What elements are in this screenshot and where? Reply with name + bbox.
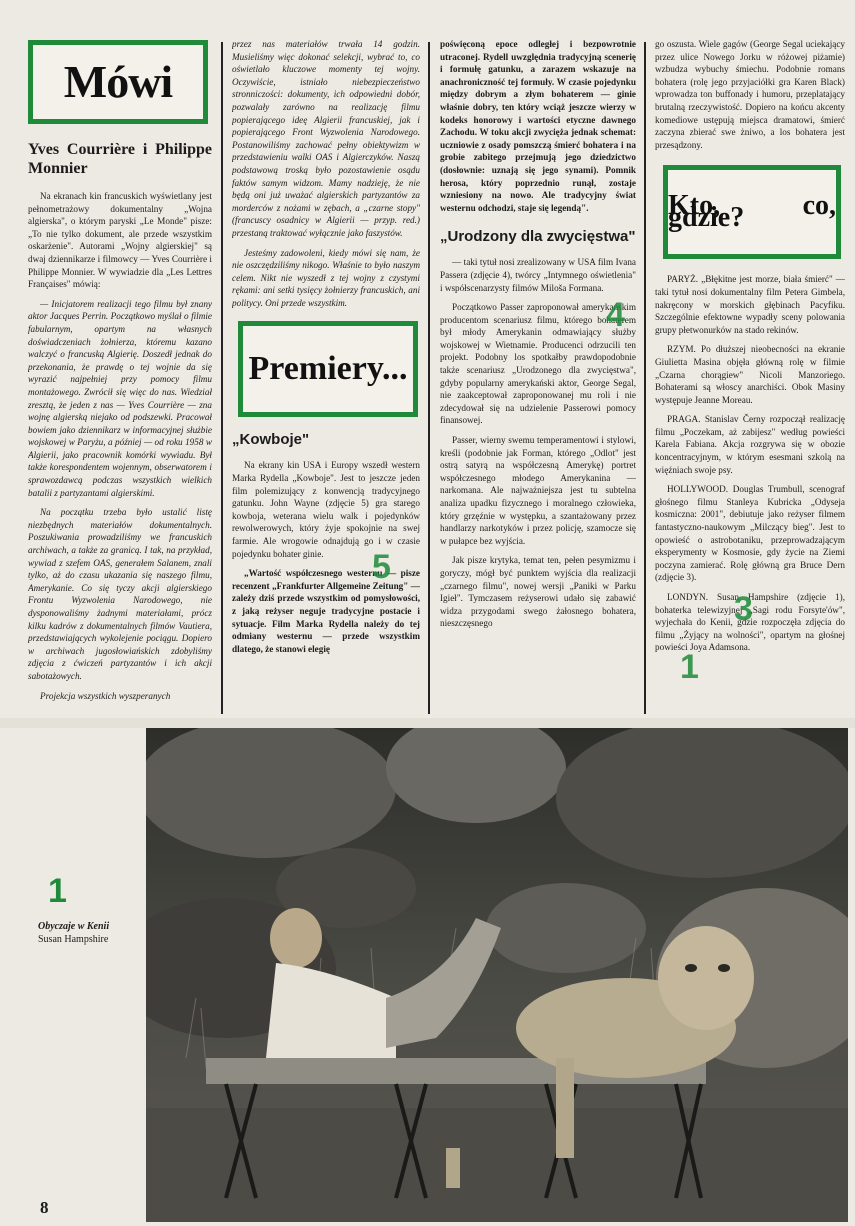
column-divider bbox=[428, 42, 430, 714]
news-item: PRAGA. Stanislav Černy rozpoczął realizację filmu „Poczekam, aż zabijesz" według powieści Karela Fabiana. Akcja rozgrywa się w obozie koncentracyjnym, w którym esesmani szkolą na więźniach swoje psy. bbox=[655, 414, 845, 475]
premiery-heading-box bbox=[238, 321, 418, 417]
news-item: RZYM. Po dłuższej nieobecności na ekranie Giulietta Masina objęła główną rolę w filmie „Czarna chorągiew" Nicoli Manzoriego. Bohaterami są włoscy anarchiści. Obok Masiny występuje Jeanne Moreau. bbox=[655, 344, 845, 405]
article-paragraph: — taki tytuł nosi zrealizowany w USA film Ivana Passera (zdjęcie 4), twórcy „Intymnego oświetlenia" i współscenarzysty filmów Miloša Formana. bbox=[440, 257, 636, 293]
premiery-heading: Premiery... bbox=[248, 350, 408, 388]
mowi-heading-box bbox=[28, 40, 208, 124]
film-title-kowboje: „Kowboje" bbox=[232, 431, 310, 449]
kto-co-gdzie-heading-box bbox=[663, 165, 841, 259]
photo-caption bbox=[38, 920, 138, 946]
photo-number: 1 bbox=[48, 872, 67, 910]
photo-ref-number: 4 bbox=[606, 296, 625, 334]
news-item: LONDYN. Susan Hampshire (zdjęcie 1), bohaterka telewizyjnej „Sagi rodu Forsyte'ów", wyjechała do Kenii, gdzie rozpoczęła zdjęcia do filmu „Żyjący na wolności", opartym na głośnej powieści Joya Adamsona. bbox=[655, 592, 845, 653]
news-item: HOLLYWOOD. Douglas Trumbull, scenograf głośnego filmu Stanleya Kubricka „Odyseja kosmiczna: 2001", debiutuje jako reżyser filmem fantastyczno-naukowym „Milczący bieg". Jest to opowieść o astrobotaniku, przeprowadzającym eksperymenty w Kosmosie, gdy życie na Ziemi poczyna zamierać. Rolę główną gra Bruce Dern (zdjęcie 3). bbox=[655, 484, 845, 583]
article-paragraph: poświęconą epoce odległej i bezpowrotnie utraconej. Rydell uwzględnia tradycyjną scenerię i formułę gatunku, a zarazem wskazuje na anachroniczność tej formuły. W czasie pojedynku między dobrym a złym bohaterem — ginie właśnie dobry, ten który wciąż jeszcze wierzy w kodeks honorowy i wartości etyczne dawnego Zachodu. W toku akcji zwycięża jednak schemat: uczniowie z osady pomszczą śmierć bohatera i na grobie zabitego przejmują jego dziedzictwo (dosłownie: uznają się jego synami). Pomnik herosa, który poprzednio runął, zostaje wzniesiony na nowo. Ale tradycyjny świat westernu odchodzi, staje się legendą". bbox=[440, 39, 636, 213]
kto-co-gdzie-heading: Kto, co, gdzie? bbox=[668, 189, 836, 234]
column-1 bbox=[28, 38, 212, 718]
article-paragraph: Jak pisze krytyka, temat ten, pełen pesymizmu i goryczy, mógł być punktem wyjścia dla realizacji „czarnego filmu", nowej wersji „Paniki w Parku Igieł". Tymczasem reżyserowi udało się zabawić widza przygodami swego żałosnego bohatera, nieszczęsnego bbox=[440, 555, 636, 629]
interview-paragraph: — Inicjatorem realizacji tego filmu był znany aktor Jacques Perrin. Początkowo myślał o filmie fabularnym, opartym na własnych doświadczeniach żołnierza, któremu kazano walczyć o francuską Algierię. Doszedł jednak do przekonania, że prawdę o tej wojnie da się wyrazić najpełniej przy pomocy filmu montażowego. Zwrócił się więc do nas. Wiedział zresztą, że jeden z nas — Yves Courrière — zna wojnę algierską niejako od podszewki. Pracował bowiem jako dziennikarz w informacyjnej służbie wojskowej w Paryżu, a później — od roku 1958 w Algierii, jako pracownik komórki wywiadu. Był także korespondentem wojennym, obserwatorem i sprawozdawcą podczas wszystkich wielkich batalii z partyzantami algierskimi. bbox=[28, 298, 212, 498]
photo-ref-number: 5 bbox=[372, 548, 391, 586]
column-divider bbox=[221, 42, 223, 714]
interview-paragraph: Projekcja wszystkich wyszperanych bbox=[40, 690, 171, 701]
photo-susan-hampshire-lion bbox=[146, 728, 848, 1222]
interview-paragraph: Jesteśmy zadowoleni, kiedy mówi się nam, że nie oszczędziliśmy nikogo. Właśnie to było naszym celem. Nikt nie wyszedł z tej wojny z czystymi rękami: ani setki tysięcy żołnierzy francuskich, ani politycy. Oni przede wszystkim. bbox=[232, 247, 420, 308]
caption-title: Obyczaje w Kenii bbox=[38, 921, 110, 932]
column-divider bbox=[644, 42, 646, 714]
intro-paragraph: Na ekranach kin francuskich wyświetlany jest pełnometrażowy dokumentalny „Wojna algierska", o którym paryski „Le Monde" pisze: „To nie tylko dokument, ale przede wszystkim oskarżenie". Autorami „Wojny algierskiej" są dwaj dziennikarze i filmowcy — Yves Courrière i Philippe Monnier. W wywiadzie dla „Les Lettres Françaises" mówią: bbox=[28, 191, 212, 290]
article-paragraph: Passer, wierny swemu temperamentowi i stylowi, kreśli (podobnie jak Forman, którego „Odlot" jest ostrą satyrą na współczesną Amerykę) portret współczesnego młodego Amerykanina — narkomana. Ale najważniejsza jest tu subtelna analiza upadku fizycznego i moralnego człowieka, który grzęźnie w występku, a szantażowany przez handlarzy narkotyków i przez policję, szamocze się w pułapce bez wyjścia. bbox=[440, 435, 636, 546]
photo-ref-number: 1 bbox=[680, 648, 699, 686]
page-fold bbox=[0, 718, 855, 728]
photo-illustration bbox=[146, 728, 848, 1222]
article-paragraph: Początkowo Passer zaproponował amerykańskim producentom scenariusz filmu, którego bohaterem był młody Amerykanin odmawiający służby wojskowej w Wietnamie. Producenci odrzucili ten projekt. Podobny los spotkałby prawdopodobnie także scenariusz „Urodzonego dla zwycięstwa", gdyby popularny amerykański aktor, George Segal, nie zaakceptował zaproponowanej mu roli i nie zdecydował się na udzielenie Passerowi pomocy finansowej. bbox=[440, 302, 636, 426]
interview-paragraph: Na początku trzeba było ustalić listę niezbędnych materiałów dokumentalnych. Poszukiwania prowadziliśmy we francuskich archiwach, a także za granicą. I tak, na przykład, wywiad z szefem OAS, generałem Salanem, znali tylko, aż do czasu ukazania się naszego filmu, Amerykanie. Co się tyczy akcji algierskiego Frontu Wyzwolenia Narodowego, nie dysponowaliśmy żadnymi materiałami, prócz kilku kadrów z dokumentalnych filmów Vautiera, przedstawiających wykolejenie pociągu. Dopiero w archiwach jugosłowiańskich zdobyliśmy zdjęcia z ćwiczeń partyzantów i ich akcji sabotażowych. bbox=[28, 507, 212, 681]
caption-name: Susan Hampshire bbox=[38, 934, 109, 945]
article-paragraph: go oszusta. Wiele gagów (George Segal uciekający przez ulice Nowego Jorku w różowej piżamie) wzbudza wybuchy śmiechu. Podobnie romans bohatera (rolę jego przyjaciółki gra Karen Black) wprowadza ton buffonady i humoru, przeplatający brutalną rzeczywistość. Dopiero na końcu akcenty komediowe ustępują miejsca dramatowi, śmierć zaczyna zbierać swe żniwo, a los bohatera jest przesądzony. bbox=[655, 39, 845, 150]
interview-paragraph: przez nas materiałów trwała 14 godzin. Musieliśmy więc dokonać selekcji, wybrać to, co oświetlało kluczowe momenty tej wojny. Oczywiście, istniało niebezpieczeństwo stronniczości: dokumenty, ich odpowiedni dobór, pozwalały zarówno na realizację filmu popierającego ideę Algierii francuskiej, jak i popierającego Front Wyzwolenia Narodowego. Postanowiliśmy zachować pełny obiektywizm w przedstawieniu walki OAS i Algierczyków. Naszą podstawową troską było pozostawienie osądu faktów samym widzom. Mamy nadzieję, że nie będą oni już uważać algierskich partyzantów za morderców z nożami w zębach, a „czarne stopy" (francuscy osadnicy w Algierii — przyp. red.) przestaną traktować wyłącznie jako faszystów. bbox=[232, 39, 420, 238]
news-item: PARYŻ. „Błękitne jest morze, biała śmierć" — taki tytuł nosi dokumentalny film Petera Gimbela, nakręcony w morskich głębinach Pacyfiku. Szczególnie efektowne wypadły sceny polowania grupy płetwonurków na stado rekinów. bbox=[655, 274, 845, 335]
mowi-heading: Mówi bbox=[63, 55, 173, 107]
photo-ref-number: 3 bbox=[734, 590, 753, 628]
article-paragraph: „Wartość współczesnego westernu — pisze recenzent „Frankfurter Allgemeine Zeitung" — zależy dziś przede wszystkim od pomysłowości, z jaką reżyser neguje tradycyjne postacie i sytuacje. Film Marka Rydella należy do tej odmiany westernu — przede wszystkim dlatego, że stanowi elegię bbox=[232, 568, 420, 654]
film-title-urodzony: „Urodzony dla zwycięstwa" bbox=[440, 228, 636, 246]
authors: Yves Courrière i Philippe Monnier bbox=[28, 141, 212, 177]
column-3 bbox=[440, 38, 636, 718]
article-paragraph: Na ekrany kin USA i Europy wszedł western Marka Rydella „Kowboje". Jest to jeszcze jeden film polemizujący z konwencją tradycyjnego gatunku. John Wayne (zdjęcie 5) gra starego kowboja, weterana wielu walk i pojedynków rewolwerowych, który żyje spokojnie na swej farmie. Ale wrogowie odnajdują go i w czasie pojedynku bohater ginie. bbox=[232, 460, 420, 559]
page-number: 8 bbox=[40, 1198, 49, 1217]
column-2 bbox=[232, 38, 420, 718]
